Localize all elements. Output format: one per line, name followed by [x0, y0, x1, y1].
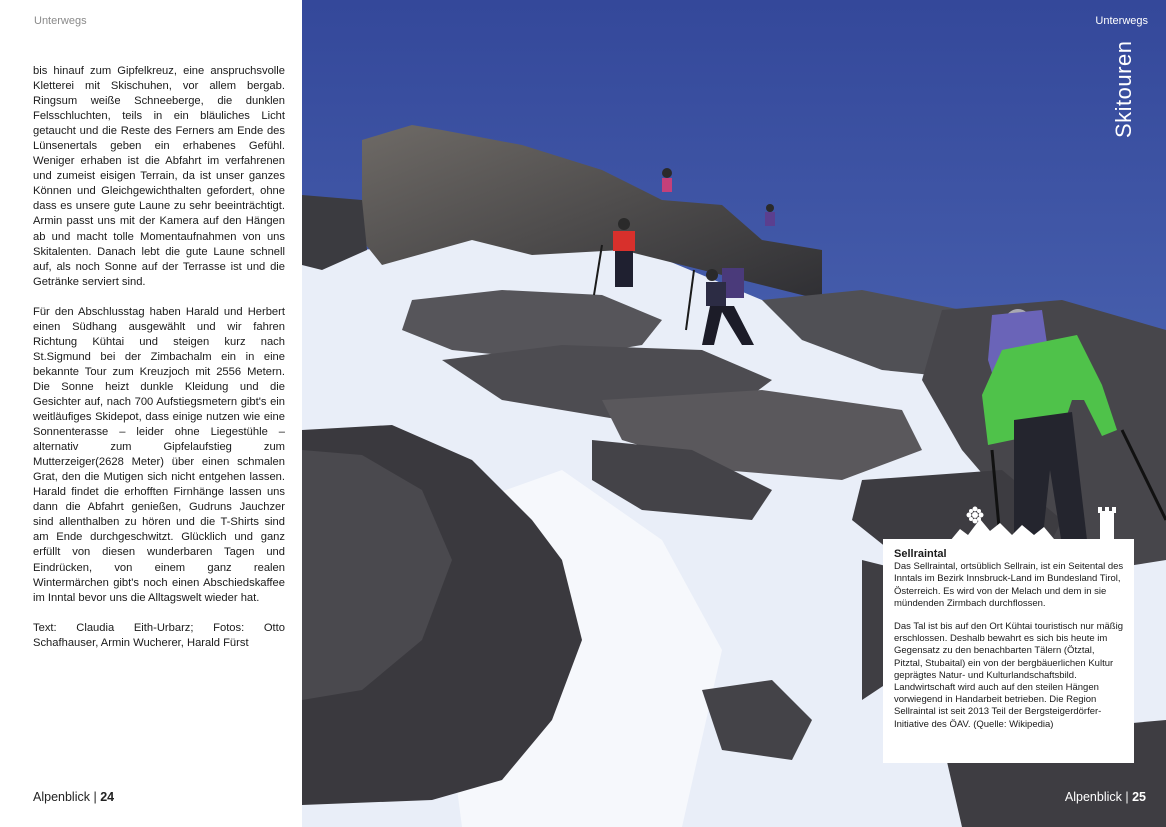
footer-left — [33, 790, 114, 804]
climber-far-right — [765, 204, 775, 226]
article-body — [33, 64, 285, 666]
footer-separator-right: | — [1125, 790, 1129, 804]
running-head-right: Unterwegs — [1095, 15, 1148, 27]
info-box-mountain-icon — [950, 505, 1135, 541]
article-paragraph-1: bis hinauf zum Gipfelkreuz, eine anspruchsvolle Kletterei mit Skischuhen, vor allem bergab. Ringsum weiße Schneeberge, die dunklen Felsschluchten, teils in ein bläuliches Licht getaucht und die Reste des Ferners am Ende des Lünsenertals geben ein erhabenes Gefühl. Weniger erhaben ist die Abfahrt im verfahrenen und zumeist eisigen Terrain, da ist unser ganzes Können und Gleichgewichthalten gefordert, ohne dass es unsere gute Laune zu sehr beeinträchtigt. Armin passt uns mit der Kamera auf den Hängen ab und macht tolle Momentaufnahmen von uns Skitalenten. Danach lebt die gute Laune schnell auf, als noch Sonne auf der Terrasse ist und die Getränke serviert sind. — [33, 65, 285, 288]
article-paragraph-2: Für den Abschlusstag haben Harald und Herbert einen Südhang ausgewählt und wir fahren Richtung Kühtai und steigen kurz nach St.Sigmund bei der Zimbachalm ein in eine bekannte Tour zum Kreuzjoch mit 2556 Metern. Die Sonne heizt dunkle Kleidung und die Gesichter auf, nach 700 Aufstiegsmetern gibt's ein weitläufiges Skidepot, dass einige nutzen wie eine Sonnenterasse – leider ohne Liegestühle – alternativ zum Gipfelaufstieg zum Mutterzeiger(2628 Meter) über einen schmalen Grat, den die Mutigen sich nicht entgehen lassen. Harald findet die erhofften Firnhänge lassen uns dann die Abfahrt genießen, Gudruns Jauchzer sind allenthalben zu hören und die T-Shirts sind am Ende durchgeschwitzt. Glücklich und ganz erfüllt von diesen wunderbaren Tagen und Eindrücken, von einem ganz realen Wintermärchen gibt's noch einen Abschiedskaffee im Inntal bevor uns die Alltagswelt wieder hat. — [33, 305, 285, 604]
left-page — [0, 0, 302, 827]
section-title — [1111, 40, 1151, 178]
footer-magazine-name-right: Alpenblick — [1064, 790, 1122, 804]
info-box-sellraintal — [883, 539, 1134, 763]
article-credits: Text: Claudia Eith-Urbarz; Fotos: Otto Schafhauser, Armin Wucherer, Harald Fürst — [33, 621, 285, 649]
climber-summit — [662, 168, 672, 192]
info-box-paragraph-2: Das Tal ist bis auf den Ort Kühtai touristisch nur mäßig erschlossen. Deshalb bewahrt es sich bis heute im Gegensatz zu den benachbarten Tälern (Ötztal, Pitztal, Stubaital) ein von der bergbäuerlichen Kultur geprägtes Natur- und Kulturlandschaftsbild. Landwirtschaft wird auch auf den steilen Hängen vorwiegend in Handarbeit betrieben. Die Region Sellraintal ist seit 2013 Teil der Bergsteigerdörfer-Initiative des ÖAV. (Quelle: Wikipedia) — [894, 621, 1123, 730]
footer-separator: | — [93, 790, 97, 804]
section-title-text: Skitouren — [1111, 40, 1136, 138]
info-box-title: Sellraintal — [894, 548, 947, 560]
footer-magazine-name: Alpenblick — [33, 790, 90, 804]
running-head-left: Unterwegs — [34, 15, 87, 27]
page-number-right: 25 — [1132, 790, 1146, 804]
info-box-paragraph-1: Das Sellraintal, ortsüblich Sellrain, ist ein Seitental des Inntals im Bezirk Innsbruck-Land im Bundesland Tirol, Österreich. Es wird von der Melach und dem in sie mündenden Zirmbach durchflossen. — [894, 561, 1124, 609]
footer-right — [1065, 790, 1146, 804]
page-number-left: 24 — [100, 790, 115, 804]
